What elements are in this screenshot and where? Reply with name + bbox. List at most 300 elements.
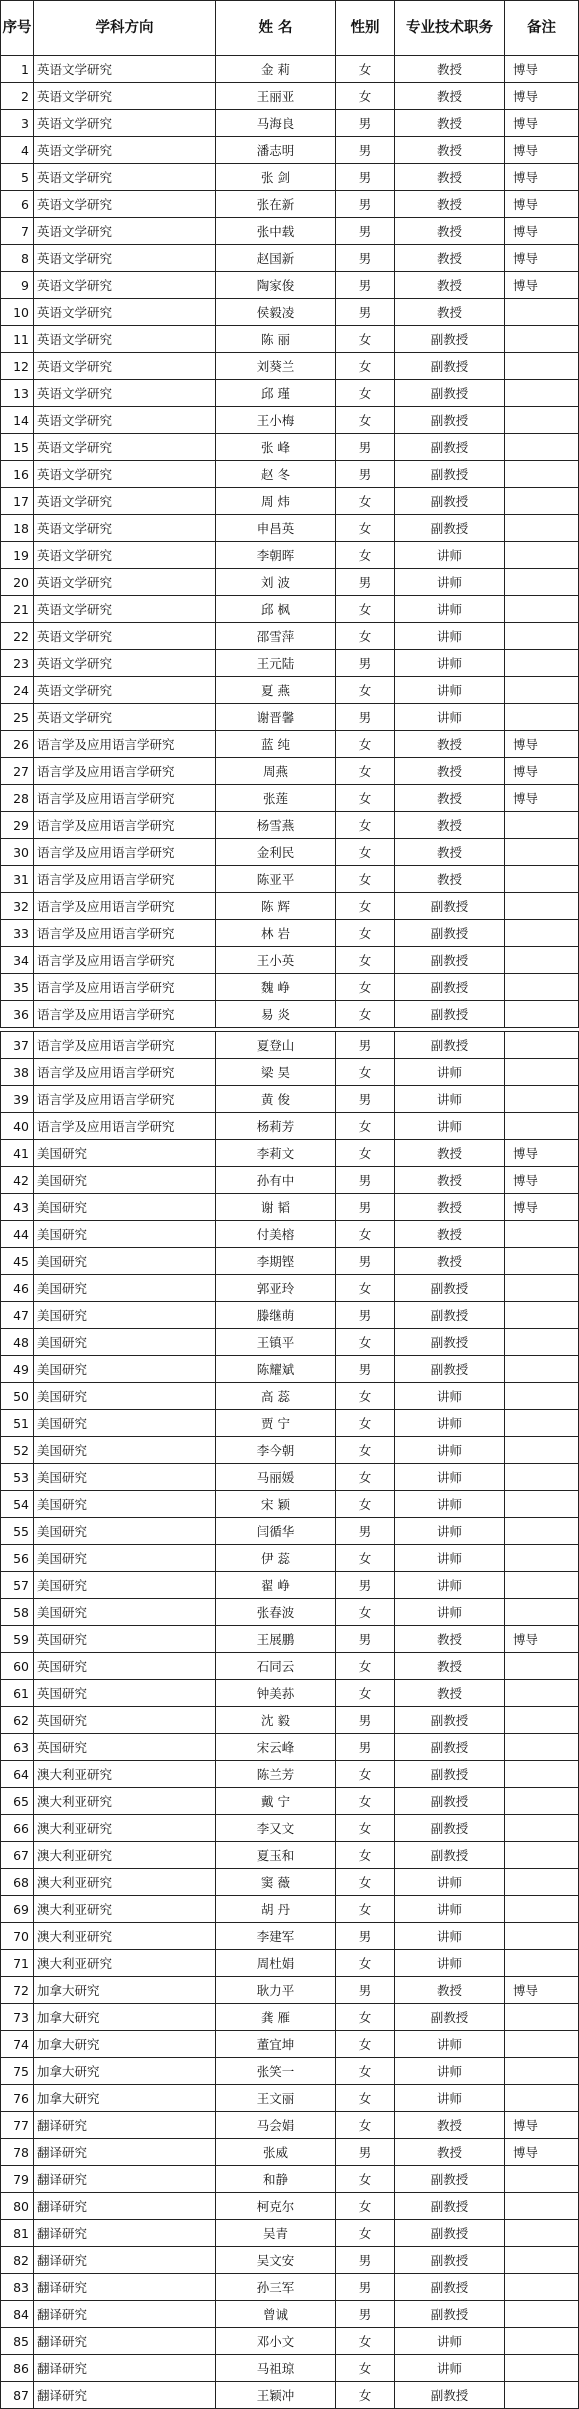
row-note — [505, 1734, 579, 1761]
row-gender: 女 — [336, 353, 395, 380]
row-name: 周 炜 — [216, 488, 336, 515]
row-note — [505, 1788, 579, 1815]
row-note — [505, 866, 579, 893]
row-gender: 女 — [336, 488, 395, 515]
row-gender: 女 — [336, 758, 395, 785]
row-gender: 男 — [336, 1734, 395, 1761]
row-gender: 男 — [336, 1977, 395, 2004]
row-name: 邓小文 — [216, 2328, 336, 2355]
row-gender: 男 — [336, 1356, 395, 1383]
row-name: 王展鹏 — [216, 1626, 336, 1653]
row-gender: 女 — [336, 1140, 395, 1167]
row-direction: 加拿大研究 — [34, 2004, 216, 2031]
row-direction: 语言学及应用语言学研究 — [34, 758, 216, 785]
row-name: 马海良 — [216, 110, 336, 137]
row-name: 张莲 — [216, 785, 336, 812]
row-gender: 男 — [336, 569, 395, 596]
table-row — [1, 1032, 579, 1059]
row-title: 教授 — [395, 137, 505, 164]
row-gender: 男 — [336, 1194, 395, 1221]
row-gender: 男 — [336, 2247, 395, 2274]
row-direction: 语言学及应用语言学研究 — [34, 1113, 216, 1140]
row-title: 教授 — [395, 1167, 505, 1194]
row-title: 讲师 — [395, 1518, 505, 1545]
row-title: 教授 — [395, 164, 505, 191]
row-note: 博导 — [505, 164, 579, 191]
row-name: 夏登山 — [216, 1032, 336, 1059]
table-row — [1, 1545, 579, 1572]
row-number: 73 — [1, 2004, 34, 2031]
row-note — [505, 1464, 579, 1491]
row-title: 副教授 — [395, 407, 505, 434]
table-row — [1, 1383, 579, 1410]
row-note — [505, 488, 579, 515]
row-direction: 美国研究 — [34, 1167, 216, 1194]
row-name: 赵国新 — [216, 245, 336, 272]
row-gender: 女 — [336, 677, 395, 704]
row-number: 77 — [1, 2112, 34, 2139]
row-title: 教授 — [395, 2112, 505, 2139]
row-number: 82 — [1, 2247, 34, 2274]
table-row — [1, 1599, 579, 1626]
row-number: 35 — [1, 974, 34, 1001]
row-note — [505, 1410, 579, 1437]
row-direction: 美国研究 — [34, 1599, 216, 1626]
row-note: 博导 — [505, 1977, 579, 2004]
row-direction: 英语文学研究 — [34, 677, 216, 704]
row-number: 19 — [1, 542, 34, 569]
table-row — [1, 920, 579, 947]
row-note — [505, 2247, 579, 2274]
row-note — [505, 1221, 579, 1248]
table-row — [1, 326, 579, 353]
row-name: 周燕 — [216, 758, 336, 785]
row-note — [505, 461, 579, 488]
row-gender: 男 — [336, 2301, 395, 2328]
row-gender: 男 — [336, 461, 395, 488]
row-note — [505, 920, 579, 947]
row-name: 柯克尔 — [216, 2193, 336, 2220]
row-number: 60 — [1, 1653, 34, 1680]
row-title: 讲师 — [395, 1869, 505, 1896]
row-title: 副教授 — [395, 893, 505, 920]
row-note — [505, 434, 579, 461]
row-note: 博导 — [505, 83, 579, 110]
row-gender: 女 — [336, 1761, 395, 1788]
table-row — [1, 407, 579, 434]
row-name: 蓝 纯 — [216, 731, 336, 758]
row-note — [505, 2355, 579, 2382]
row-gender: 女 — [336, 785, 395, 812]
row-gender: 男 — [336, 1572, 395, 1599]
row-direction: 加拿大研究 — [34, 2085, 216, 2112]
table-row — [1, 461, 579, 488]
table-row — [1, 110, 579, 137]
row-title: 副教授 — [395, 1734, 505, 1761]
row-gender: 女 — [336, 515, 395, 542]
row-direction: 英国研究 — [34, 1707, 216, 1734]
row-gender: 女 — [336, 1680, 395, 1707]
row-number: 43 — [1, 1194, 34, 1221]
row-title: 讲师 — [395, 1410, 505, 1437]
table-row — [1, 1572, 579, 1599]
row-note — [505, 1302, 579, 1329]
row-title: 讲师 — [395, 1599, 505, 1626]
row-name: 夏 燕 — [216, 677, 336, 704]
row-title: 副教授 — [395, 461, 505, 488]
row-number: 53 — [1, 1464, 34, 1491]
table-row — [1, 2166, 579, 2193]
row-direction: 美国研究 — [34, 1410, 216, 1437]
table-row — [1, 1001, 579, 1028]
row-direction: 英语文学研究 — [34, 137, 216, 164]
row-note: 博导 — [505, 758, 579, 785]
row-name: 戴 宁 — [216, 1788, 336, 1815]
row-direction: 语言学及应用语言学研究 — [34, 947, 216, 974]
row-gender: 男 — [336, 272, 395, 299]
row-title: 教授 — [395, 1248, 505, 1275]
row-direction: 加拿大研究 — [34, 2031, 216, 2058]
row-note: 博导 — [505, 2139, 579, 2166]
table-row — [1, 299, 579, 326]
row-gender: 女 — [336, 1599, 395, 1626]
row-direction: 英国研究 — [34, 1653, 216, 1680]
row-note — [505, 1680, 579, 1707]
row-direction: 英语文学研究 — [34, 218, 216, 245]
row-direction: 澳大利亚研究 — [34, 1950, 216, 1977]
row-number: 78 — [1, 2139, 34, 2166]
row-gender: 女 — [336, 56, 395, 83]
row-name: 马丽媛 — [216, 1464, 336, 1491]
row-number: 20 — [1, 569, 34, 596]
row-note — [505, 974, 579, 1001]
row-note — [505, 1761, 579, 1788]
row-title: 副教授 — [395, 353, 505, 380]
row-direction: 英语文学研究 — [34, 704, 216, 731]
table-row — [1, 1167, 579, 1194]
row-number: 5 — [1, 164, 34, 191]
table-row — [1, 974, 579, 1001]
row-title: 副教授 — [395, 2193, 505, 2220]
row-number: 9 — [1, 272, 34, 299]
row-number: 40 — [1, 1113, 34, 1140]
row-note: 博导 — [505, 137, 579, 164]
row-note — [505, 2031, 579, 2058]
row-direction: 美国研究 — [34, 1437, 216, 1464]
row-name: 王小英 — [216, 947, 336, 974]
row-number: 21 — [1, 596, 34, 623]
row-number: 10 — [1, 299, 34, 326]
table-row — [1, 704, 579, 731]
table-row — [1, 1653, 579, 1680]
row-gender: 男 — [336, 704, 395, 731]
row-note — [505, 542, 579, 569]
row-direction: 澳大利亚研究 — [34, 1869, 216, 1896]
row-name: 张中载 — [216, 218, 336, 245]
row-note — [505, 1383, 579, 1410]
row-gender: 女 — [336, 2193, 395, 2220]
table-row — [1, 1059, 579, 1086]
table-row — [1, 515, 579, 542]
table-row — [1, 1464, 579, 1491]
row-gender: 女 — [336, 407, 395, 434]
row-title: 副教授 — [395, 1329, 505, 1356]
row-gender: 男 — [336, 1626, 395, 1653]
row-gender: 女 — [336, 1896, 395, 1923]
row-direction: 英语文学研究 — [34, 164, 216, 191]
row-name: 杨雪燕 — [216, 812, 336, 839]
row-title: 教授 — [395, 191, 505, 218]
row-direction: 澳大利亚研究 — [34, 1815, 216, 1842]
row-name: 李期铿 — [216, 1248, 336, 1275]
row-name: 和静 — [216, 2166, 336, 2193]
row-name: 陈亚平 — [216, 866, 336, 893]
table-row — [1, 1950, 579, 1977]
row-gender: 男 — [336, 1707, 395, 1734]
table-row — [1, 218, 579, 245]
row-note — [505, 1086, 579, 1113]
row-direction: 英语文学研究 — [34, 596, 216, 623]
row-gender: 男 — [336, 1167, 395, 1194]
row-title: 教授 — [395, 272, 505, 299]
row-gender: 女 — [336, 893, 395, 920]
row-note: 博导 — [505, 1167, 579, 1194]
row-title: 教授 — [395, 218, 505, 245]
table-row — [1, 2220, 579, 2247]
row-title: 讲师 — [395, 677, 505, 704]
row-direction: 英语文学研究 — [34, 407, 216, 434]
row-title: 副教授 — [395, 920, 505, 947]
row-name: 金 莉 — [216, 56, 336, 83]
row-direction: 美国研究 — [34, 1275, 216, 1302]
row-note — [505, 1491, 579, 1518]
row-title: 副教授 — [395, 2382, 505, 2409]
table-row — [1, 1761, 579, 1788]
row-name: 马会娟 — [216, 2112, 336, 2139]
row-direction: 英语文学研究 — [34, 110, 216, 137]
row-gender: 女 — [336, 1491, 395, 1518]
table-row — [1, 947, 579, 974]
row-number: 58 — [1, 1599, 34, 1626]
row-gender: 女 — [336, 1113, 395, 1140]
row-gender: 男 — [336, 191, 395, 218]
row-direction: 英语文学研究 — [34, 353, 216, 380]
row-number: 74 — [1, 2031, 34, 2058]
row-direction: 英语文学研究 — [34, 650, 216, 677]
row-title: 副教授 — [395, 515, 505, 542]
row-title: 讲师 — [395, 1950, 505, 1977]
row-number: 32 — [1, 893, 34, 920]
row-title: 副教授 — [395, 1761, 505, 1788]
row-direction: 美国研究 — [34, 1356, 216, 1383]
row-name: 金利民 — [216, 839, 336, 866]
row-number: 33 — [1, 920, 34, 947]
row-note: 博导 — [505, 2112, 579, 2139]
table-row — [1, 2139, 579, 2166]
row-title: 讲师 — [395, 2058, 505, 2085]
row-gender: 女 — [336, 326, 395, 353]
row-direction: 翻译研究 — [34, 2220, 216, 2247]
row-number: 52 — [1, 1437, 34, 1464]
row-note: 博导 — [505, 1140, 579, 1167]
row-gender: 女 — [336, 1545, 395, 1572]
row-number: 7 — [1, 218, 34, 245]
table-row — [1, 569, 579, 596]
row-gender: 女 — [336, 1842, 395, 1869]
row-gender: 男 — [336, 1032, 395, 1059]
header-note: 备注 — [505, 1, 579, 56]
row-number: 12 — [1, 353, 34, 380]
table-row — [1, 1356, 579, 1383]
row-title: 讲师 — [395, 2031, 505, 2058]
row-gender: 男 — [336, 1923, 395, 1950]
row-gender: 女 — [336, 2031, 395, 2058]
row-name: 张 峰 — [216, 434, 336, 461]
row-direction: 英语文学研究 — [34, 488, 216, 515]
row-direction: 美国研究 — [34, 1194, 216, 1221]
row-note — [505, 1329, 579, 1356]
row-title: 讲师 — [395, 569, 505, 596]
row-number: 29 — [1, 812, 34, 839]
row-gender: 女 — [336, 1653, 395, 1680]
row-gender: 女 — [336, 623, 395, 650]
row-name: 沈 毅 — [216, 1707, 336, 1734]
row-gender: 男 — [336, 1302, 395, 1329]
row-name: 谢晋馨 — [216, 704, 336, 731]
row-direction: 翻译研究 — [34, 2247, 216, 2274]
row-direction: 英语文学研究 — [34, 326, 216, 353]
row-number: 75 — [1, 2058, 34, 2085]
row-title: 讲师 — [395, 1383, 505, 1410]
row-note — [505, 1869, 579, 1896]
row-gender: 女 — [336, 1869, 395, 1896]
row-number: 84 — [1, 2301, 34, 2328]
row-direction: 语言学及应用语言学研究 — [34, 920, 216, 947]
table-row — [1, 1410, 579, 1437]
table-row — [1, 596, 579, 623]
row-name: 宋云峰 — [216, 1734, 336, 1761]
row-note — [505, 2220, 579, 2247]
row-name: 潘志明 — [216, 137, 336, 164]
row-title: 讲师 — [395, 2085, 505, 2112]
row-note: 博导 — [505, 110, 579, 137]
row-number: 24 — [1, 677, 34, 704]
row-gender: 女 — [336, 2220, 395, 2247]
row-note: 博导 — [505, 1626, 579, 1653]
row-name: 龚 雁 — [216, 2004, 336, 2031]
row-gender: 男 — [336, 299, 395, 326]
row-title: 教授 — [395, 1653, 505, 1680]
row-title: 讲师 — [395, 542, 505, 569]
row-direction: 翻译研究 — [34, 2328, 216, 2355]
row-number: 65 — [1, 1788, 34, 1815]
row-note — [505, 2058, 579, 2085]
row-name: 贾 宁 — [216, 1410, 336, 1437]
table-row — [1, 272, 579, 299]
table-body — [1, 56, 579, 2409]
row-direction: 语言学及应用语言学研究 — [34, 731, 216, 758]
table-row — [1, 1491, 579, 1518]
row-name: 刘葵兰 — [216, 353, 336, 380]
row-title: 教授 — [395, 839, 505, 866]
table-row — [1, 812, 579, 839]
row-direction: 翻译研究 — [34, 2382, 216, 2409]
row-name: 马祖琼 — [216, 2355, 336, 2382]
row-gender: 女 — [336, 1815, 395, 1842]
row-name: 石同云 — [216, 1653, 336, 1680]
row-name: 侯毅凌 — [216, 299, 336, 326]
row-name: 黄 俊 — [216, 1086, 336, 1113]
table-row — [1, 56, 579, 83]
row-gender: 女 — [336, 596, 395, 623]
row-gender: 女 — [336, 2004, 395, 2031]
row-title: 讲师 — [395, 650, 505, 677]
row-note — [505, 299, 579, 326]
table-row — [1, 2085, 579, 2112]
row-number: 49 — [1, 1356, 34, 1383]
row-number: 69 — [1, 1896, 34, 1923]
row-number: 76 — [1, 2085, 34, 2112]
row-number: 11 — [1, 326, 34, 353]
row-note — [505, 812, 579, 839]
row-name: 梁 昊 — [216, 1059, 336, 1086]
row-direction: 语言学及应用语言学研究 — [34, 1001, 216, 1028]
row-direction: 英语文学研究 — [34, 461, 216, 488]
row-note — [505, 2382, 579, 2409]
row-number: 37 — [1, 1032, 34, 1059]
row-note — [505, 1275, 579, 1302]
row-name: 耿力平 — [216, 1977, 336, 2004]
row-gender: 女 — [336, 1059, 395, 1086]
row-title: 讲师 — [395, 1545, 505, 1572]
row-direction: 翻译研究 — [34, 2193, 216, 2220]
table-row — [1, 2355, 579, 2382]
row-name: 陈兰芳 — [216, 1761, 336, 1788]
table-row — [1, 380, 579, 407]
table-row — [1, 83, 579, 110]
row-title: 讲师 — [395, 1437, 505, 1464]
row-number: 23 — [1, 650, 34, 677]
row-direction: 澳大利亚研究 — [34, 1842, 216, 1869]
table-row — [1, 2004, 579, 2031]
row-gender: 女 — [336, 1383, 395, 1410]
row-name: 李建军 — [216, 1923, 336, 1950]
row-direction: 加拿大研究 — [34, 2058, 216, 2085]
row-number: 18 — [1, 515, 34, 542]
row-name: 孙有中 — [216, 1167, 336, 1194]
row-note — [505, 515, 579, 542]
row-direction: 澳大利亚研究 — [34, 1788, 216, 1815]
row-title: 副教授 — [395, 1842, 505, 1869]
row-direction: 美国研究 — [34, 1491, 216, 1518]
table-row — [1, 1842, 579, 1869]
row-note — [505, 596, 579, 623]
table-row — [1, 164, 579, 191]
row-name: 郭亚玲 — [216, 1275, 336, 1302]
row-note — [505, 326, 579, 353]
table-row — [1, 893, 579, 920]
row-gender: 男 — [336, 1248, 395, 1275]
row-name: 窦 薇 — [216, 1869, 336, 1896]
table-row — [1, 1221, 579, 1248]
row-title: 讲师 — [395, 1572, 505, 1599]
row-title: 副教授 — [395, 380, 505, 407]
row-number: 80 — [1, 2193, 34, 2220]
table-row — [1, 1896, 579, 1923]
table-row — [1, 1626, 579, 1653]
row-name: 李今朝 — [216, 1437, 336, 1464]
table-row — [1, 866, 579, 893]
